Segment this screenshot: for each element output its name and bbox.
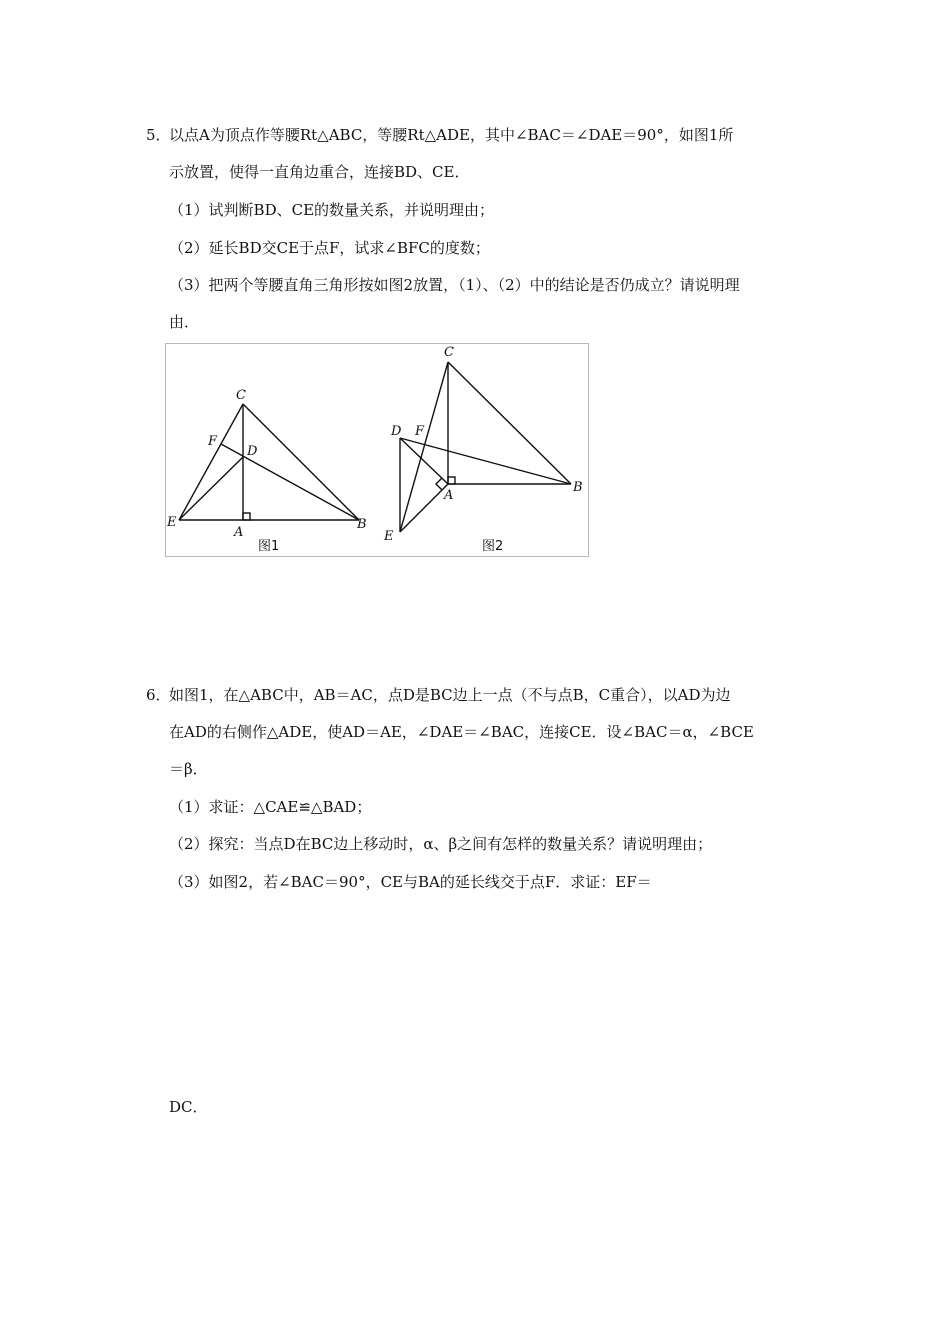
q6-stem-line2: 在AD的右侧作△ADE，使AD＝AE，∠DAE＝∠BAC，连接CE．设∠BAC＝α，∠BCE (169, 723, 754, 741)
q5-stem-line2: 示放置，使得一直角边重合，连接BD、CE． (169, 163, 470, 181)
q6-stem-line3: ＝β． (169, 760, 208, 778)
fig1-label-B: B (357, 517, 367, 532)
fig2-label-F: F (415, 424, 425, 439)
fig1-label-C: C (236, 388, 246, 403)
fig2-line-CE (400, 362, 448, 532)
q6-part1: （1）求证：△CAE≌△BAD； (169, 798, 372, 816)
fig1-line-ED (179, 457, 243, 520)
q6-number: 6． (146, 686, 171, 704)
fig1-caption: 图1 (258, 539, 280, 554)
fig1-label-E: E (167, 515, 177, 530)
fig2-line-CB (448, 362, 571, 484)
fig2-label-E: E (384, 529, 394, 544)
fig2-line-DB (400, 438, 571, 484)
q5-part3-line2: 由． (169, 313, 200, 331)
fig2-label-C: C (444, 345, 454, 360)
fig1-line-CE (179, 404, 243, 520)
q5-part3-line1: （3）把两个等腰直角三角形按如图2放置，（1）、（2）中的结论是否仍成立？请说明理 (169, 276, 740, 294)
fig2-right-angle-mark (448, 477, 455, 484)
q5-figure (165, 343, 589, 557)
fig1-label-A: A (234, 525, 244, 540)
fig1-line-FB (221, 444, 359, 520)
q5-part1: （1）试判断BD、CE的数量关系，并说明理由； (169, 201, 495, 219)
q5-figure-svg (166, 344, 590, 558)
fig2-label-B: B (573, 480, 583, 495)
fig2-angle-mark (436, 478, 442, 490)
fig2-label-A: A (444, 488, 454, 503)
fig1-right-angle-mark (243, 513, 250, 520)
fig1-label-D: D (247, 444, 258, 459)
fig1-line-CB (243, 404, 359, 520)
fig2-label-D: D (391, 424, 402, 439)
q6-part3-line2: DC． (169, 1098, 208, 1116)
fig1-label-F: F (208, 434, 218, 449)
q5-number: 5． (146, 126, 171, 144)
q6-stem-line1: 如图1，在△ABC中，AB＝AC，点D是BC边上一点（不与点B，C重合），以AD为边 (169, 686, 731, 704)
q5-part2: （2）延长BD交CE于点F，试求∠BFC的度数； (169, 239, 490, 257)
fig2-caption: 图2 (482, 539, 504, 554)
q5-stem-line1: 以点A为顶点作等腰Rt△ABC，等腰Rt△ADE，其中∠BAC＝∠DAE＝90°，如图1所 (169, 126, 734, 144)
q6-part3-line1: （3）如图2，若∠BAC＝90°，CE与BA的延长线交于点F．求证：EF＝ (169, 873, 652, 891)
q6-part2: （2）探究：当点D在BC边上移动时，α、β之间有怎样的数量关系？请说明理由； (169, 835, 713, 853)
